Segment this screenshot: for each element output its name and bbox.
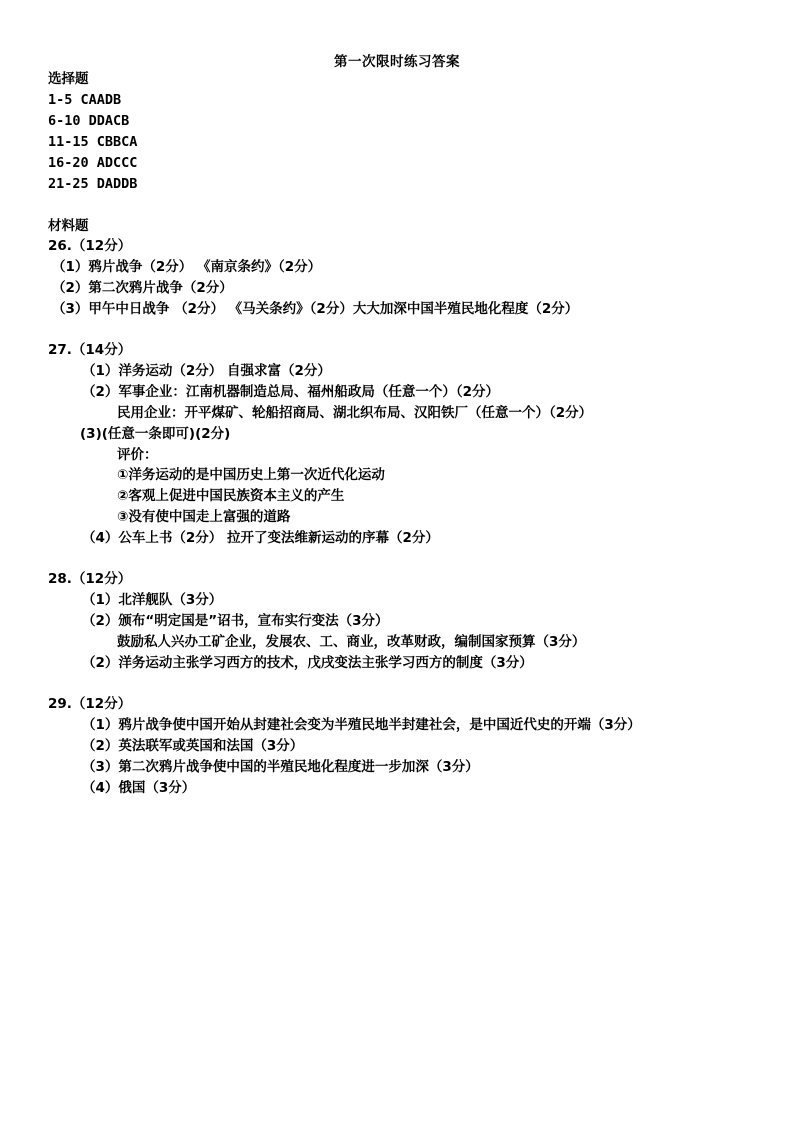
question-27-answer: 民用企业：开平煤矿、轮船招商局、湖北织布局、汉阳铁厂（任意一个）（2分） [117,405,593,421]
question-27-answer: （1）洋务运动（2分） 自强求富（2分） [82,363,331,379]
question-28-answer: （2）颁布“明定国是”诏书，宣布实行变法（3分） [82,613,389,629]
question-29-answer: （3）第二次鸦片战争使中国的半殖民地化程度进一步加深（3分） [82,759,479,775]
question-27-answer: （2）军事企业：江南机器制造总局、福州船政局（任意一个）（2分） [82,384,500,400]
question-26-answer: （2）第二次鸦片战争（2分） [52,280,233,296]
question-27-answer: ②客观上促进中国民族资本主义的产生 [117,488,345,504]
question-27-answer: ③没有使中国走上富强的道路 [117,509,291,525]
question-26-answer: （1）鸦片战争（2分） 《南京条约》（2分） [52,259,322,275]
choice-row: 21-25 DADDB [48,176,138,192]
question-29-answer: （1）鸦片战争使中国开始从封建社会变为半殖民地半封建社会，是中国近代史的开端（3分） [82,717,641,733]
question-28-answer: 鼓励私人兴办工矿企业，发展农、工、商业，改革财政，编制国家预算（3分） [117,634,586,650]
choice-row: 1-5 CAADB [48,92,122,108]
question-27-answer: ①洋务运动的是中国历史上第一次近代化运动 [117,467,385,483]
choice-heading: 选择题 [48,71,89,87]
choice-row: 6-10 DDACB [48,113,130,129]
question-26-answer: （3）甲午中日战争 （2分） 《马关条约》（2分）大大加深中国半殖民地化程度（2分） [52,301,579,317]
question-27-heading: 27.（14分） [48,342,132,358]
question-28-answer: （2）洋务运动主张学习西方的技术，戊戌变法主张学习西方的制度（3分） [82,655,533,671]
question-29-answer: （4）俄国（3分） [82,780,196,796]
question-27-answer: （4）公车上书（2分） 拉开了变法维新运动的序幕（2分） [82,530,439,546]
question-28-answer: （1）北洋舰队（3分） [82,592,223,608]
page-title: 第一次限时练习答案 [334,54,460,70]
question-29-heading: 29.（12分） [48,696,132,712]
choice-row: 11-15 CBBCA [48,134,138,150]
choice-row: 16-20 ADCCC [48,155,138,171]
material-heading: 材料题 [48,218,89,234]
question-28-heading: 28.（12分） [48,571,132,587]
question-27-answer: 评价： [117,447,158,463]
question-26-heading: 26.（12分） [48,238,132,254]
question-29-answer: （2）英法联军或英国和法国（3分） [82,738,304,754]
question-27-answer: (3)(任意一条即可)(2分) [80,426,231,442]
